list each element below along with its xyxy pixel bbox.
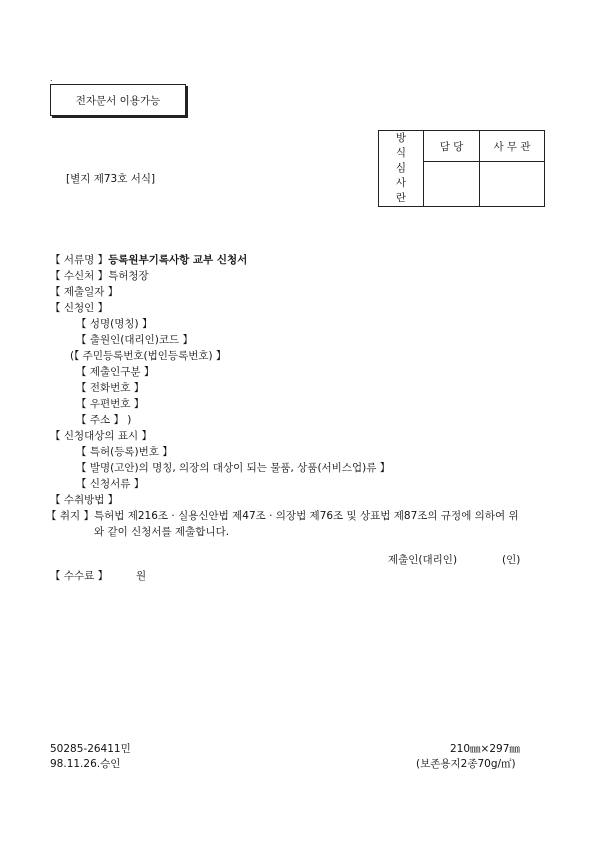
- approval-col-staff: 담 당: [424, 131, 480, 162]
- approval-table: [378, 130, 545, 207]
- form-number: [별지 제73호 서식]: [66, 173, 156, 185]
- request-documents-row: 【 신청서류 】: [76, 478, 145, 490]
- doc-name-value: 등록원부기록사항 교부 신청서: [108, 254, 248, 266]
- paper-size: 210㎜×297㎜: [450, 743, 520, 755]
- invention-name-row: 【 발명(고안)의 명칭, 의장의 대상이 되는 물품, 상품(서비스업)류 】: [76, 462, 391, 474]
- phone-row: 【 전화번호 】: [76, 382, 145, 394]
- address-row: 【 주소 】 ): [76, 414, 132, 426]
- doc-name-row: [50, 252, 247, 267]
- doc-name-label: 【 서류명 】: [50, 254, 109, 266]
- applicant-code-row: 【 출원인(대리인)코드 】: [76, 334, 194, 346]
- approval-staff-signature: [424, 162, 480, 207]
- purpose-line-1: 【 취지 】특허법 제216조 · 실용신안법 제47조 · 의장법 제76조 및 상표법 제87조의 규정에 의하여 위: [46, 510, 519, 522]
- request-target-row: 【 신청대상의 표시 】: [50, 430, 153, 442]
- approval-col-officer: 사 무 관: [480, 131, 545, 162]
- header-dot: .: [50, 74, 53, 83]
- submitter-type-row: 【 제출인구분 】: [76, 366, 155, 378]
- submit-date-row: 【 제출일자 】: [50, 286, 119, 298]
- seal-mark: (인): [502, 554, 521, 566]
- form-code: 50285-26411민: [50, 743, 131, 755]
- fee-label: 【 수수료 】: [50, 570, 109, 582]
- recipient-row: 【 수신처 】특허청장: [50, 270, 149, 282]
- patent-number-row: 【 특허(등록)번호 】: [76, 446, 173, 458]
- submitter-signature-label: 제출인(대리인): [388, 554, 458, 566]
- approval-date: 98.11.26.승인: [50, 758, 121, 770]
- approval-vertical-label: 방 식 심 사 란: [379, 131, 424, 207]
- approval-officer-signature: [480, 162, 545, 207]
- resident-number-row: (【 주민등록번호(법인등록번호) 】: [70, 350, 227, 362]
- name-row: 【 성명(명칭) 】: [76, 318, 153, 330]
- purpose-line-2: 와 같이 신청서를 제출합니다.: [94, 526, 230, 538]
- electronic-document-label: 전자문서 이용가능: [75, 94, 161, 107]
- electronic-document-box: [50, 84, 186, 116]
- fee-unit: 원: [136, 570, 147, 582]
- paper-type: (보존용지2종70g/㎡): [416, 758, 516, 770]
- postal-code-row: 【 우편번호 】: [76, 398, 145, 410]
- applicant-row: 【 신청인 】: [50, 302, 109, 314]
- receive-method-row: 【 수취방법 】: [50, 494, 119, 506]
